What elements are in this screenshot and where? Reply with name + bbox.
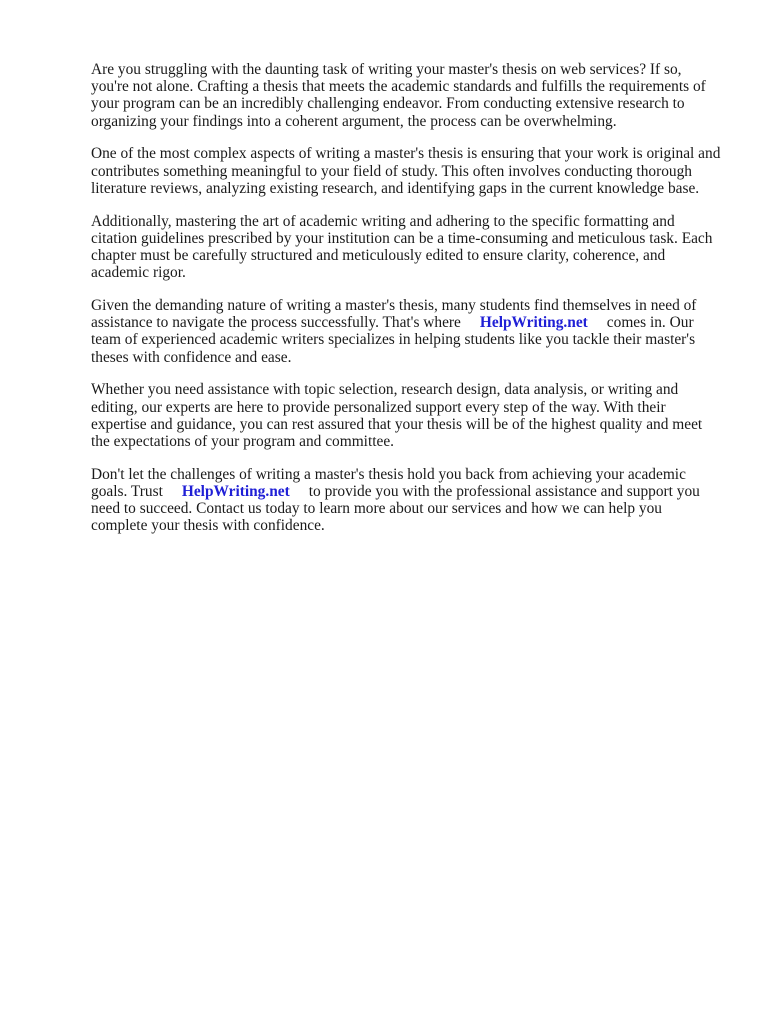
paragraph-text-after-link: to provide you with the professional assistance and support you need to succeed. Contact us today to learn more about our services and how we can help you complete your thesis with confidence.	[91, 483, 700, 535]
paragraph-originality: One of the most complex aspects of writing a master's thesis is ensuring that your work is original and contributes something meaningful to your field of study. This often involves conducting thorough literature reviews, analyzing existing research, and identifying gaps in the current knowledge base.	[91, 145, 721, 197]
helpwriting-link[interactable]: HelpWriting.net	[479, 314, 588, 332]
paragraph-assistance: Whether you need assistance with topic selection, research design, data analysis, or writing and editing, our experts are here to provide personalized support every step of the way. With their expertise and guidance, you can rest assured that your thesis will be of the highest quality and meet the expectations of your program and committee.	[91, 381, 703, 451]
paragraph-text-before-link: Don't let the challenges of writing a master's thesis hold you back from achieving your academic goals. Trust	[91, 465, 686, 501]
paragraph-intro: Are you struggling with the daunting task of writing your master's thesis on web services? If so, you're not alone. Crafting a thesis that meets the academic standards and fulfills the requirements of your program can be an incredibly challenging endeavor. From conducting extensive research to organizing your findings into a coherent argument, the process can be overwhelming.	[91, 61, 706, 130]
document-page	[91, 61, 721, 550]
helpwriting-link[interactable]: HelpWriting.net	[181, 483, 290, 501]
paragraph-text-before-link: Given the demanding nature of writing a master's thesis, many students find themselves in need of assistance to navigate the process successfully. That's where	[91, 297, 697, 332]
paragraph-closing	[91, 466, 721, 535]
paragraph-text-after-link: comes in. Our team of experienced academic writers specializes in helping students like you tackle their master's theses with confidence and ease.	[91, 314, 696, 366]
paragraph-service-intro	[91, 297, 721, 366]
paragraph-formatting: Additionally, mastering the art of academic writing and adhering to the specific formatting and citation guidelines prescribed by your institution can be a time-consuming and meticulous task. Each chapter must be carefully structured and meticulously edited to ensure clarity, coherence, and academic rigor.	[91, 212, 713, 282]
